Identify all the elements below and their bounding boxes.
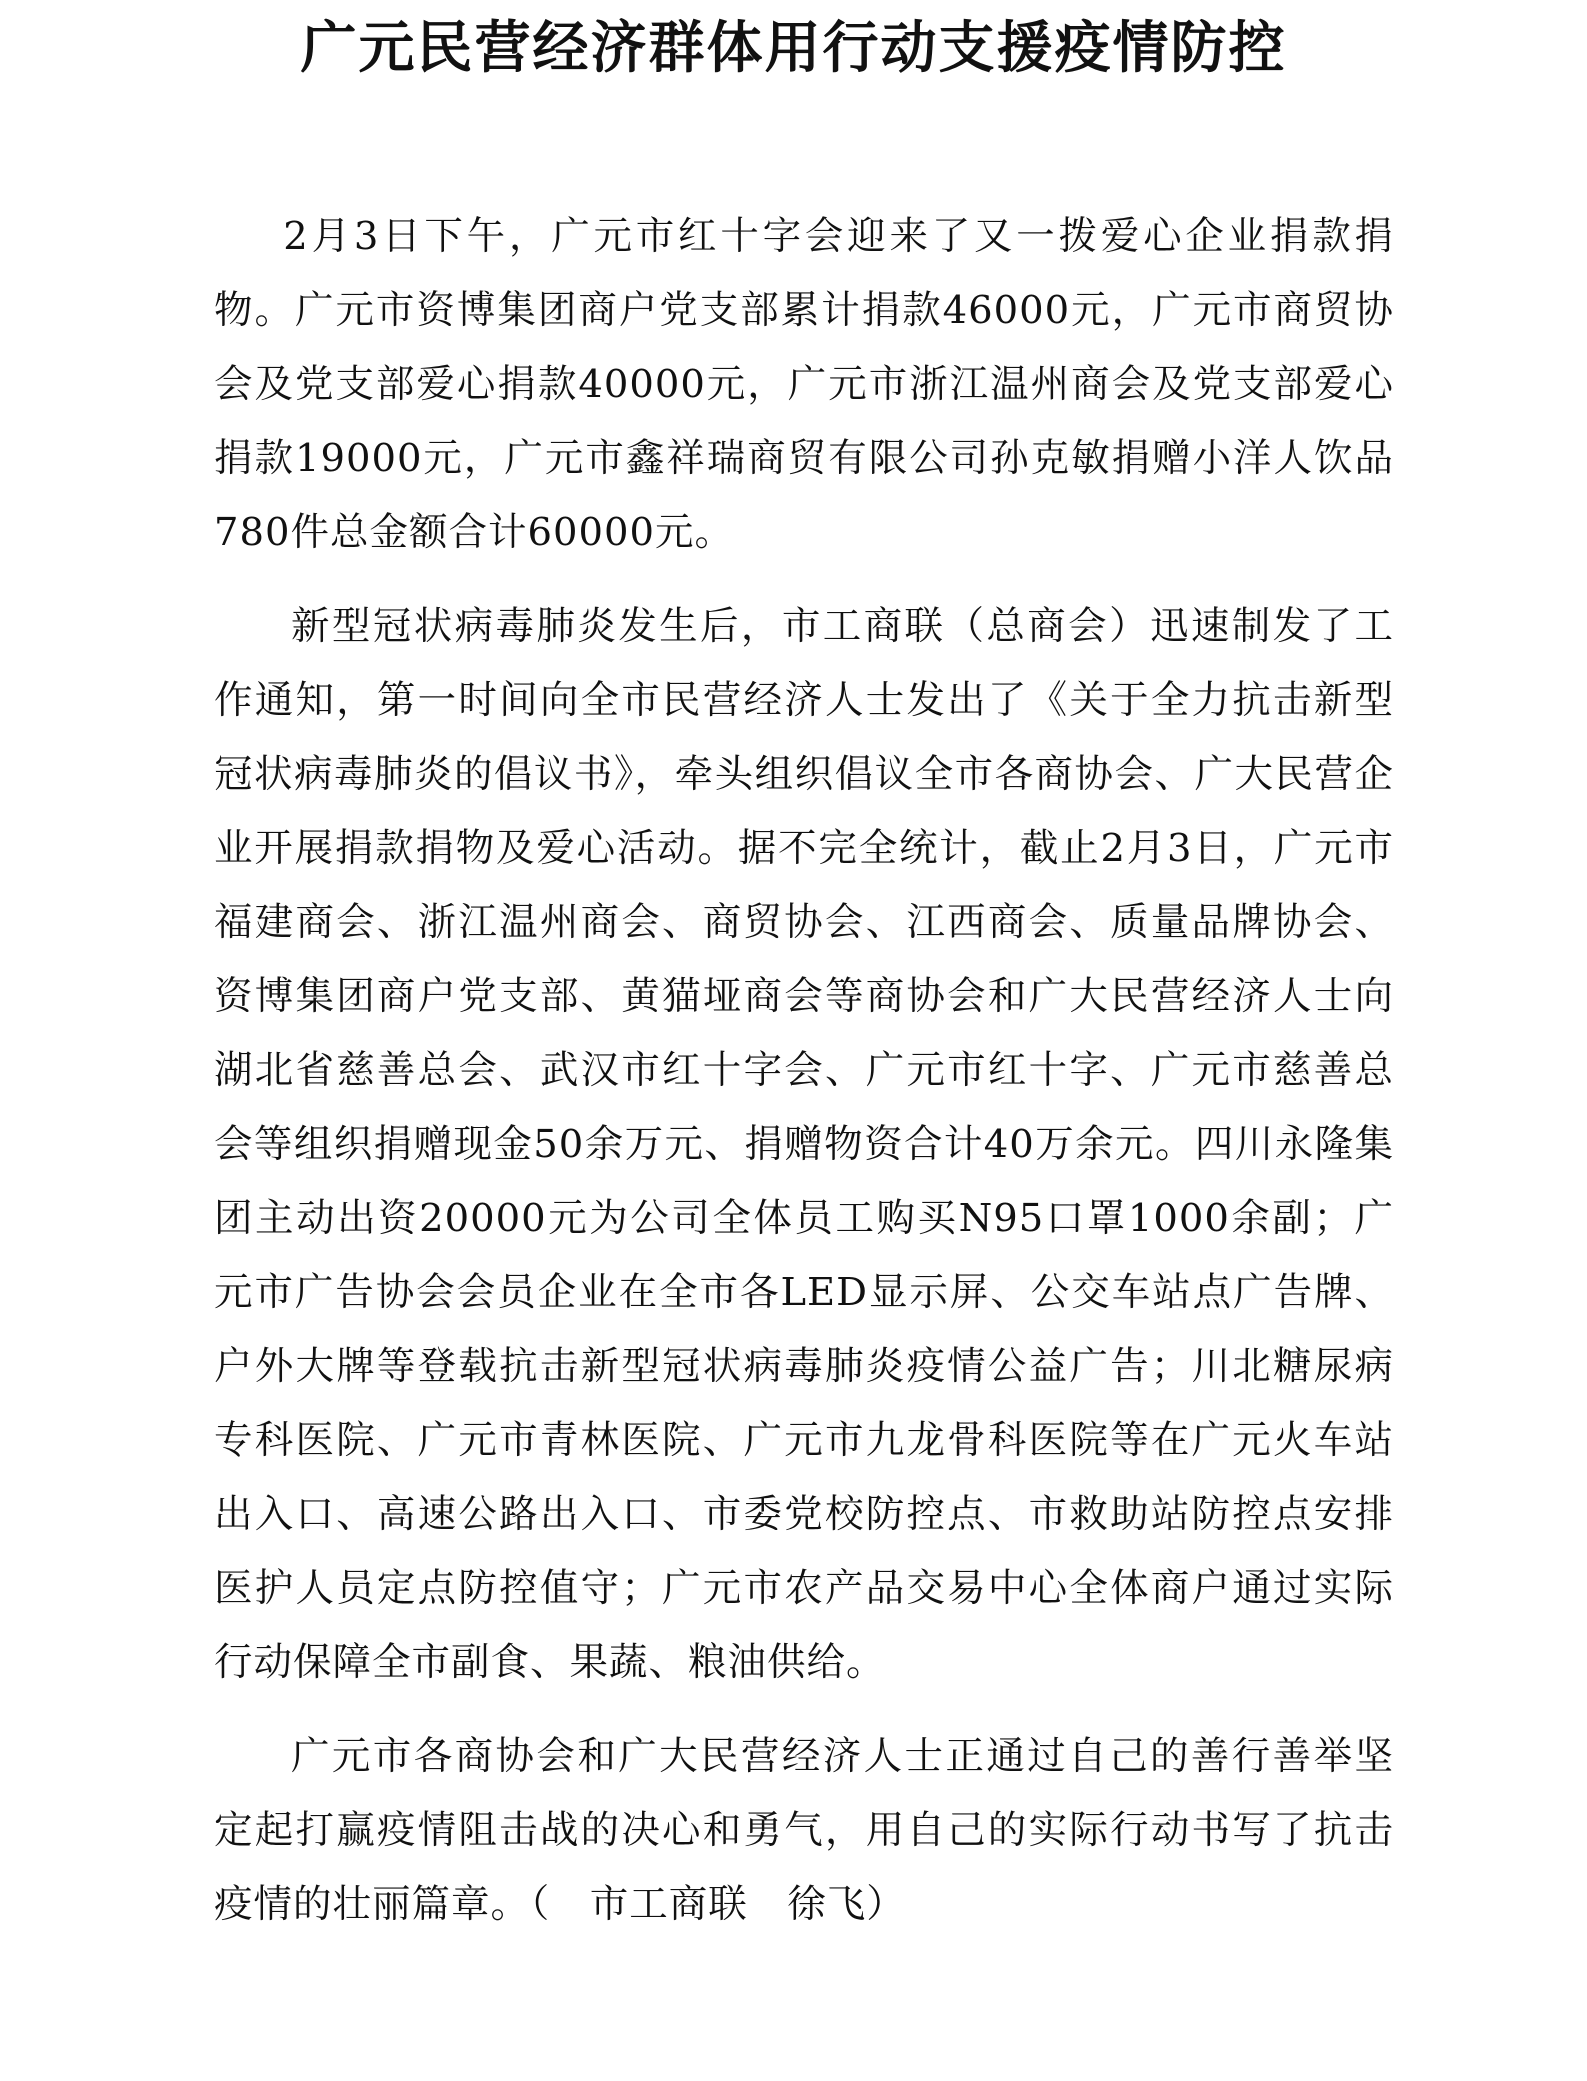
paragraph-federation-actions: 新型冠状病毒肺炎发生后，市工商联（总商会）迅速制发了工作通知，第一时间向全市民营经济人士发出了《关于全力抗击新型冠状病毒肺炎的倡议书》，牵头组织倡议全市各商协会、广大民营企业开展捐款捐物及爱心活动。据不完全统计，截止2月3日，广元市福建商会、浙江温州商会、商贸协会、江西商会、质量品牌协会、资博集团商户党支部、黄猫垭商会等商协会和广大民营经济人士向湖北省慈善总会、武汉市红十字会、广元市红十字、广元市慈善总会等组织捐赠现金50余万元、捐赠物资合计40万余元。四川永隆集团主动出资20000元为公司全体员工购买N95口罩1000余副；广元市广告协会会员企业在全市各LED显示屏、公交车站点广告牌、户外大牌等登载抗击新型冠状病毒肺炎疫情公益广告；川北糖尿病专科医院、广元市青林医院、广元市九龙骨科医院等在广元火车站出入口、高速公路出入口、市委党校防控点、市救助站防控点安排医护人员定点防控值守；广元市农产品交易中心全体商户通过实际行动保障全市副食、果蔬、粮油供给。 [214, 604, 1394, 1685]
article-body [214, 200, 1394, 1962]
paragraph-conclusion: 广元市各商协会和广大民营经济人士正通过自己的善行善举坚定起打赢疫情阻击战的决心和勇气，用自己的实际行动书写了抗击疫情的壮丽篇章。（ 市工商联 徐飞） [214, 1734, 1394, 1927]
page-title: 广元民营经济群体用行动支援疫情防控 [300, 15, 1287, 81]
paragraph-donations: 2月3日下午，广元市红十字会迎来了又一拨爱心企业捐款捐物。广元市资博集团商户党支部累计捐款46000元，广元市商贸协会及党支部爱心捐款40000元，广元市浙江温州商会及党支部爱心捐款19000元，广元市鑫祥瑞商贸有限公司孙克敏捐赠小洋人饮品780件总金额合计60000元。 [214, 214, 1394, 555]
